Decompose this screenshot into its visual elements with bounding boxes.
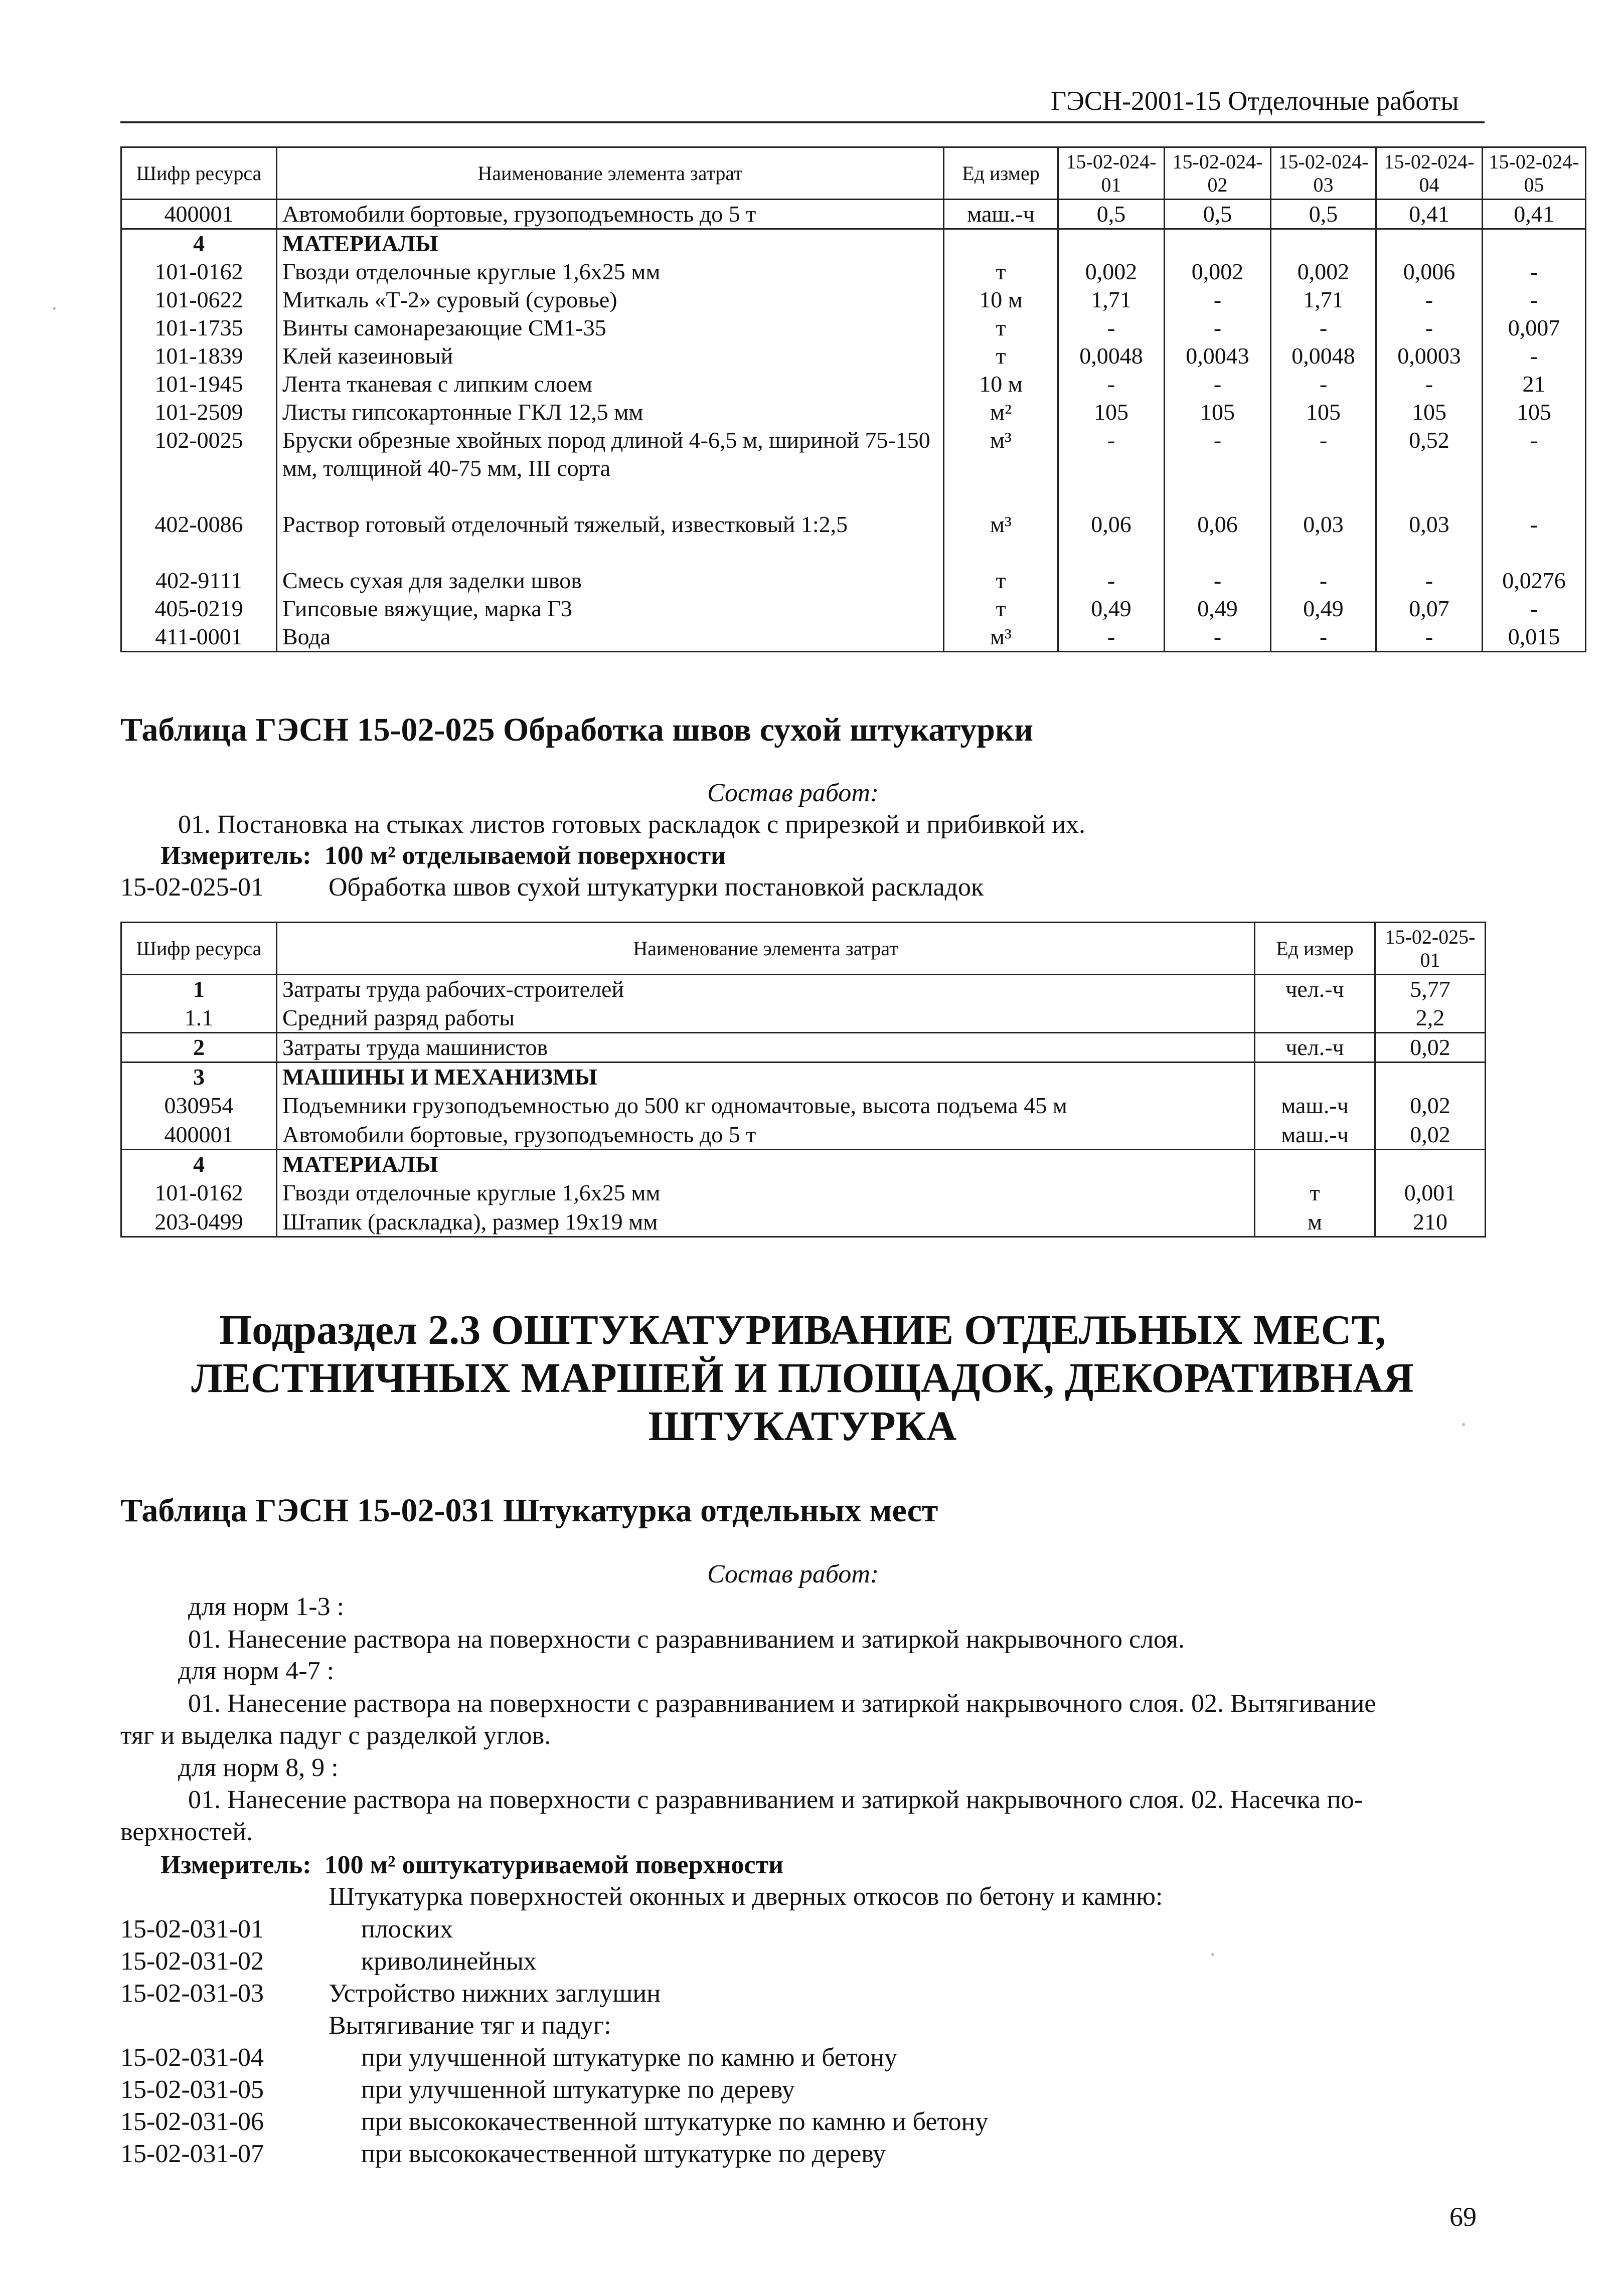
cell-code: 1 — [121, 975, 277, 1004]
cell-value: 0,02 — [1375, 1121, 1486, 1150]
cell-value: 0,0003 — [1376, 342, 1483, 370]
cell-value: 2,2 — [1375, 1004, 1486, 1033]
table-row — [121, 1004, 1486, 1033]
composition-heading: Состав работ: — [707, 779, 879, 807]
cell-code: 411-0001 — [121, 623, 277, 652]
col-header-unit: Ед измер — [944, 147, 1058, 200]
norm-code: 15-02-031-01 — [120, 1915, 264, 1944]
norm-description: при улучшенной штукатурке по дереву — [361, 2075, 795, 2104]
table-row — [121, 286, 1586, 314]
norm-code: 15-02-031-03 — [120, 1979, 264, 2008]
cell-name: МАТЕРИАЛЫ — [277, 1150, 1255, 1179]
cell-value: - — [1058, 314, 1165, 342]
cell-value: 0,49 — [1271, 595, 1376, 623]
work-item: 01. Нанесение раствора на поверхности с разравниванием и затиркой накрывочного слоя. 02. Вытягивание — [188, 1689, 1376, 1718]
cell-unit: м³ — [944, 426, 1058, 510]
cell-name: Затраты труда машинистов — [277, 1033, 1255, 1063]
cell-value: 5,77 — [1375, 975, 1486, 1004]
cell-value: 0,002 — [1165, 258, 1271, 286]
cell-value: - — [1271, 567, 1376, 595]
cell-name: Клей казеиновый — [277, 342, 944, 370]
cell-name: Винты самонарезающие СМ1-35 — [277, 314, 944, 342]
table-row — [121, 975, 1486, 1004]
table-row — [121, 595, 1586, 623]
table-row — [121, 1208, 1486, 1237]
meter-line — [160, 1850, 783, 1880]
meter-value: 100 м² отделываемой поверхности — [324, 841, 726, 870]
scan-speck — [1462, 1423, 1465, 1426]
subsection-title-line: Подраздел 2.3 ОШТУКАТУРИВАНИЕ ОТДЕЛЬНЫХ МЕСТ, — [219, 1307, 1386, 1353]
norms-scope: для норм 4-7 : — [178, 1657, 335, 1685]
cell-name: Гвозди отделочные круглые 1,6х25 мм — [277, 258, 944, 286]
cell-unit: чел.-ч — [1255, 1033, 1375, 1063]
cell-code: 101-1839 — [121, 342, 277, 370]
cell-code: 1.1 — [121, 1004, 277, 1033]
cell-value: 0,0043 — [1165, 342, 1271, 370]
cell-value: 1,71 — [1058, 286, 1165, 314]
cell-unit: м³ — [944, 623, 1058, 652]
cell-name: Гипсовые вяжущие, марка Г3 — [277, 595, 944, 623]
norms-scope: для норм 1-3 : — [188, 1593, 345, 1621]
cell-value: 0,002 — [1271, 258, 1376, 286]
cell-name: Листы гипсокартонные ГКЛ 12,5 мм — [277, 398, 944, 426]
cell-name: Автомобили бортовые, грузоподъемность до 5 т — [277, 1121, 1255, 1150]
cell-value: - — [1376, 623, 1483, 652]
cell-value: 210 — [1375, 1208, 1486, 1237]
cell-value: - — [1058, 567, 1165, 595]
norm-code: 15-02-031-02 — [120, 1947, 264, 1976]
table-row — [121, 1092, 1486, 1121]
cell-value: - — [1483, 510, 1586, 567]
col-header-norm: 15-02-024-02 — [1165, 147, 1271, 200]
cell-value: - — [1483, 595, 1586, 623]
cell-value — [1271, 229, 1376, 258]
cell-value: - — [1483, 258, 1586, 286]
cell-value: 21 — [1483, 370, 1586, 398]
cell-unit — [1255, 1004, 1375, 1033]
work-item: тяг и выделка падуг с разделкой углов. — [120, 1721, 551, 1750]
cell-value: 0,001 — [1375, 1179, 1486, 1208]
cell-value: 0,07 — [1376, 595, 1483, 623]
table-row — [121, 1121, 1486, 1150]
cell-unit: т — [944, 342, 1058, 370]
meter-line — [160, 841, 726, 870]
cell-unit: м² — [944, 398, 1058, 426]
cell-name: Подъемники грузоподъемностью до 500 кг одномачтовые, высота подъема 45 м — [277, 1092, 1255, 1121]
cell-value: - — [1165, 426, 1271, 510]
cell-unit: т — [944, 595, 1058, 623]
cell-value: 0,5 — [1058, 200, 1165, 229]
cell-value: - — [1376, 567, 1483, 595]
cell-value: 0,41 — [1483, 200, 1586, 229]
subsection-title-line: ШТУКАТУРКА — [648, 1403, 957, 1450]
table-row — [121, 510, 1586, 567]
cell-value — [1375, 1063, 1486, 1092]
running-header: ГЭСН-2001-15 Отделочные работы — [1051, 86, 1459, 116]
cell-value: 0,03 — [1376, 510, 1483, 567]
subsection-title-line: ЛЕСТНИЧНЫХ МАРШЕЙ И ПЛОЩАДОК, ДЕКОРАТИВНАЯ — [191, 1355, 1414, 1401]
col-header-norm: 15-02-024-05 — [1483, 147, 1586, 200]
col-header-norm: 15-02-025-01 — [1375, 923, 1486, 975]
cell-value: 0,0276 — [1483, 567, 1586, 595]
cell-value: 0,5 — [1165, 200, 1271, 229]
cell-value: 0,41 — [1376, 200, 1483, 229]
cell-value: 0,0048 — [1271, 342, 1376, 370]
cell-code: 101-2509 — [121, 398, 277, 426]
table-row — [121, 200, 1586, 229]
norms-scope: для норм 8, 9 : — [178, 1753, 339, 1782]
cell-code: 101-0162 — [121, 1179, 277, 1208]
table-row — [121, 623, 1586, 652]
cell-code: 2 — [121, 1033, 277, 1063]
cell-value: 105 — [1483, 398, 1586, 426]
col-header-norm: 15-02-024-03 — [1271, 147, 1376, 200]
cell-unit: 10 м — [944, 370, 1058, 398]
cell-value: 0,06 — [1058, 510, 1165, 567]
scan-speck — [1211, 1953, 1214, 1956]
table-body — [121, 200, 1586, 652]
cell-value — [1375, 1150, 1486, 1179]
cell-code: 203-0499 — [121, 1208, 277, 1237]
cell-value: 0,49 — [1165, 595, 1271, 623]
norm-code: 15-02-031-04 — [120, 2043, 264, 2072]
norm-description: криволинейных — [361, 1947, 537, 1976]
norm-description: Устройство нижних заглушин — [329, 1979, 661, 2008]
cell-unit: чел.-ч — [1255, 975, 1375, 1004]
norm-code: 15-02-031-05 — [120, 2075, 264, 2104]
cell-value: 0,015 — [1483, 623, 1586, 652]
table-row — [121, 567, 1586, 595]
work-item: 01. Постановка на стыках листов готовых раскладок с прирезкой и прибивкой их. — [178, 810, 1086, 839]
cell-unit — [1255, 1063, 1375, 1092]
cell-unit: т — [944, 258, 1058, 286]
cell-value: - — [1165, 314, 1271, 342]
cell-code: 400001 — [121, 200, 277, 229]
cell-value: - — [1271, 426, 1376, 510]
table-caption-15-02-025: Таблица ГЭСН 15-02-025 Обработка швов сухой штукатурки — [120, 712, 1034, 748]
table-row — [121, 258, 1586, 286]
norm-description: при улучшенной штукатурке по камню и бетону — [361, 2043, 897, 2072]
cell-unit: т — [944, 567, 1058, 595]
meter-label: Измеритель: — [160, 1851, 311, 1879]
table-row — [121, 398, 1586, 426]
cell-code: 101-0622 — [121, 286, 277, 314]
col-header-name: Наименование элемента затрат — [277, 147, 944, 200]
cell-unit: маш.-ч — [1255, 1092, 1375, 1121]
norm-description: Обработка швов сухой штукатурки постановкой раскладок — [329, 873, 984, 902]
cell-code: 101-0162 — [121, 258, 277, 286]
cell-unit — [944, 229, 1058, 258]
table-row — [121, 426, 1586, 510]
meter-label: Измеритель: — [160, 841, 311, 870]
norm-code: 15-02-025-01 — [120, 873, 264, 902]
cell-name: Затраты труда рабочих-строителей — [277, 975, 1255, 1004]
cell-value: - — [1165, 567, 1271, 595]
col-header-code: Шифр ресурса — [121, 923, 277, 975]
group-heading: Вытягивание тяг и падуг: — [329, 2011, 611, 2040]
cell-value: 0,49 — [1058, 595, 1165, 623]
cell-name: Средний разряд работы — [277, 1004, 1255, 1033]
cell-value: 0,006 — [1376, 258, 1483, 286]
cell-unit: 10 м — [944, 286, 1058, 314]
table-row — [121, 370, 1586, 398]
resource-table-15-02-025 — [120, 922, 1486, 1238]
cell-code: 4 — [121, 1150, 277, 1179]
meter-value: 100 м² оштукатуриваемой поверхности — [324, 1851, 784, 1879]
cell-code: 402-9111 — [121, 567, 277, 595]
cell-value: - — [1271, 314, 1376, 342]
cell-value: 0,02 — [1375, 1033, 1486, 1063]
cell-code: 101-1945 — [121, 370, 277, 398]
cell-name: Бруски обрезные хвойных пород длиной 4-6,5 м, шириной 75-150 мм, толщиной 40-75 мм, III сорта — [277, 426, 944, 510]
table-row — [121, 314, 1586, 342]
cell-value: - — [1376, 286, 1483, 314]
table-row — [121, 1033, 1486, 1063]
subsection-heading — [120, 1306, 1485, 1451]
cell-value: - — [1058, 426, 1165, 510]
table-row — [121, 1179, 1486, 1208]
cell-code: 405-0219 — [121, 595, 277, 623]
cell-value: 105 — [1058, 398, 1165, 426]
cell-value: - — [1483, 426, 1586, 510]
cell-value: - — [1165, 286, 1271, 314]
col-header-norm: 15-02-024-04 — [1376, 147, 1483, 200]
group-heading: Штукатурка поверхностей оконных и дверных откосов по бетону и камню: — [329, 1882, 1163, 1911]
cell-value — [1165, 229, 1271, 258]
header-rule — [120, 121, 1485, 123]
cell-name: Смесь сухая для заделки швов — [277, 567, 944, 595]
cell-value: 0,52 — [1376, 426, 1483, 510]
table-body — [121, 975, 1486, 1237]
cell-value: 105 — [1376, 398, 1483, 426]
cell-value: 0,5 — [1271, 200, 1376, 229]
cell-value — [1483, 229, 1586, 258]
cell-value: 0,007 — [1483, 314, 1586, 342]
cell-value: 0,002 — [1058, 258, 1165, 286]
cell-value: - — [1376, 370, 1483, 398]
cell-value: 105 — [1165, 398, 1271, 426]
cell-name: Вода — [277, 623, 944, 652]
work-item: 01. Нанесение раствора на поверхности с разравниванием и затиркой накрывочного слоя. — [188, 1625, 1185, 1654]
table-row — [121, 229, 1586, 258]
norm-description: при высококачественной штукатурке по камню и бетону — [361, 2107, 989, 2136]
col-header-norm: 15-02-024-01 — [1058, 147, 1165, 200]
cell-value — [1058, 229, 1165, 258]
cell-value: 0,06 — [1165, 510, 1271, 567]
work-item: 01. Нанесение раствора на поверхности с разравниванием и затиркой накрывочного слоя. 02. Насечка по- — [188, 1786, 1363, 1814]
norm-code: 15-02-031-07 — [120, 2140, 264, 2168]
cell-value: - — [1271, 623, 1376, 652]
cell-value: - — [1483, 342, 1586, 370]
cell-unit — [1255, 1150, 1375, 1179]
norm-code: 15-02-031-06 — [120, 2107, 264, 2136]
cell-code: 402-0086 — [121, 510, 277, 567]
cell-name: Миткаль «Т-2» суровый (суровье) — [277, 286, 944, 314]
cell-code: 030954 — [121, 1092, 277, 1121]
cell-value — [1376, 229, 1483, 258]
table-row — [121, 1150, 1486, 1179]
cell-value: 0,02 — [1375, 1092, 1486, 1121]
cell-unit: т — [944, 314, 1058, 342]
norm-description: плоских — [361, 1915, 453, 1944]
cell-value: - — [1165, 623, 1271, 652]
cell-value: - — [1376, 314, 1483, 342]
cell-name: Штапик (раскладка), размер 19х19 мм — [277, 1208, 1255, 1237]
work-item: верхностей. — [120, 1818, 253, 1846]
composition-heading: Состав работ: — [707, 1560, 879, 1588]
col-header-unit: Ед измер — [1255, 923, 1375, 975]
cell-name: Гвозди отделочные круглые 1,6х25 мм — [277, 1179, 1255, 1208]
norm-description: при высококачественной штукатурке по дереву — [361, 2140, 886, 2168]
cell-unit: т — [1255, 1179, 1375, 1208]
cell-unit: маш.-ч — [1255, 1121, 1375, 1150]
table-row — [121, 342, 1586, 370]
cell-name: МАТЕРИАЛЫ — [277, 229, 944, 258]
cell-code: 400001 — [121, 1121, 277, 1150]
cell-name: Раствор готовый отделочный тяжелый, известковый 1:2,5 — [277, 510, 944, 567]
cell-value: - — [1058, 623, 1165, 652]
cell-value: 1,71 — [1271, 286, 1376, 314]
cell-code: 3 — [121, 1063, 277, 1092]
cell-value: - — [1271, 370, 1376, 398]
cell-code: 101-1735 — [121, 314, 277, 342]
cell-value: - — [1058, 370, 1165, 398]
cell-value: - — [1483, 286, 1586, 314]
cell-unit: маш.-ч — [944, 200, 1058, 229]
cell-unit: м³ — [944, 510, 1058, 567]
cell-name: Автомобили бортовые, грузоподъемность до 5 т — [277, 200, 944, 229]
table-caption-15-02-031: Таблица ГЭСН 15-02-031 Штукатурка отдельных мест — [120, 1492, 938, 1529]
cell-value: 0,0048 — [1058, 342, 1165, 370]
cell-unit: м — [1255, 1208, 1375, 1237]
resource-table-15-02-024 — [120, 146, 1586, 652]
cell-name: Лента тканевая с липким слоем — [277, 370, 944, 398]
cell-value: 0,03 — [1271, 510, 1376, 567]
cell-name: МАШИНЫ И МЕХАНИЗМЫ — [277, 1063, 1255, 1092]
table-row — [121, 1063, 1486, 1092]
col-header-code: Шифр ресурса — [121, 147, 277, 200]
cell-code: 102-0025 — [121, 426, 277, 510]
cell-value: 105 — [1271, 398, 1376, 426]
cell-value: - — [1165, 370, 1271, 398]
cell-code: 4 — [121, 229, 277, 258]
scan-speck — [53, 307, 56, 310]
col-header-name: Наименование элемента затрат — [277, 923, 1255, 975]
page-number: 69 — [1449, 2202, 1477, 2232]
